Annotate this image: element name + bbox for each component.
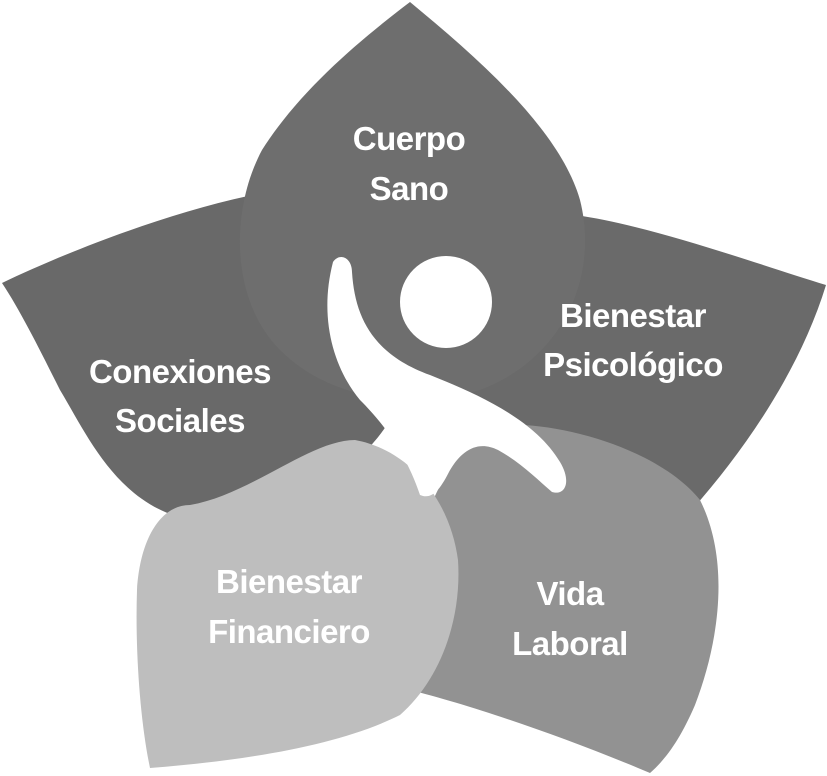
label-line-2: Financiero	[208, 613, 370, 650]
label-line-1: Bienestar	[560, 297, 706, 334]
label-line-2: Psicológico	[543, 346, 723, 383]
label-line-1: Conexiones	[88, 353, 272, 390]
figure-head	[400, 256, 492, 348]
label-line-1: Vida	[536, 575, 604, 612]
label-line-2: Laboral	[512, 625, 628, 662]
label-line-2: Sano	[369, 170, 449, 207]
label-line-2: Sociales	[115, 402, 245, 439]
label-line-1: Cuerpo	[352, 120, 466, 157]
label-line-1: Bienestar	[216, 563, 362, 600]
